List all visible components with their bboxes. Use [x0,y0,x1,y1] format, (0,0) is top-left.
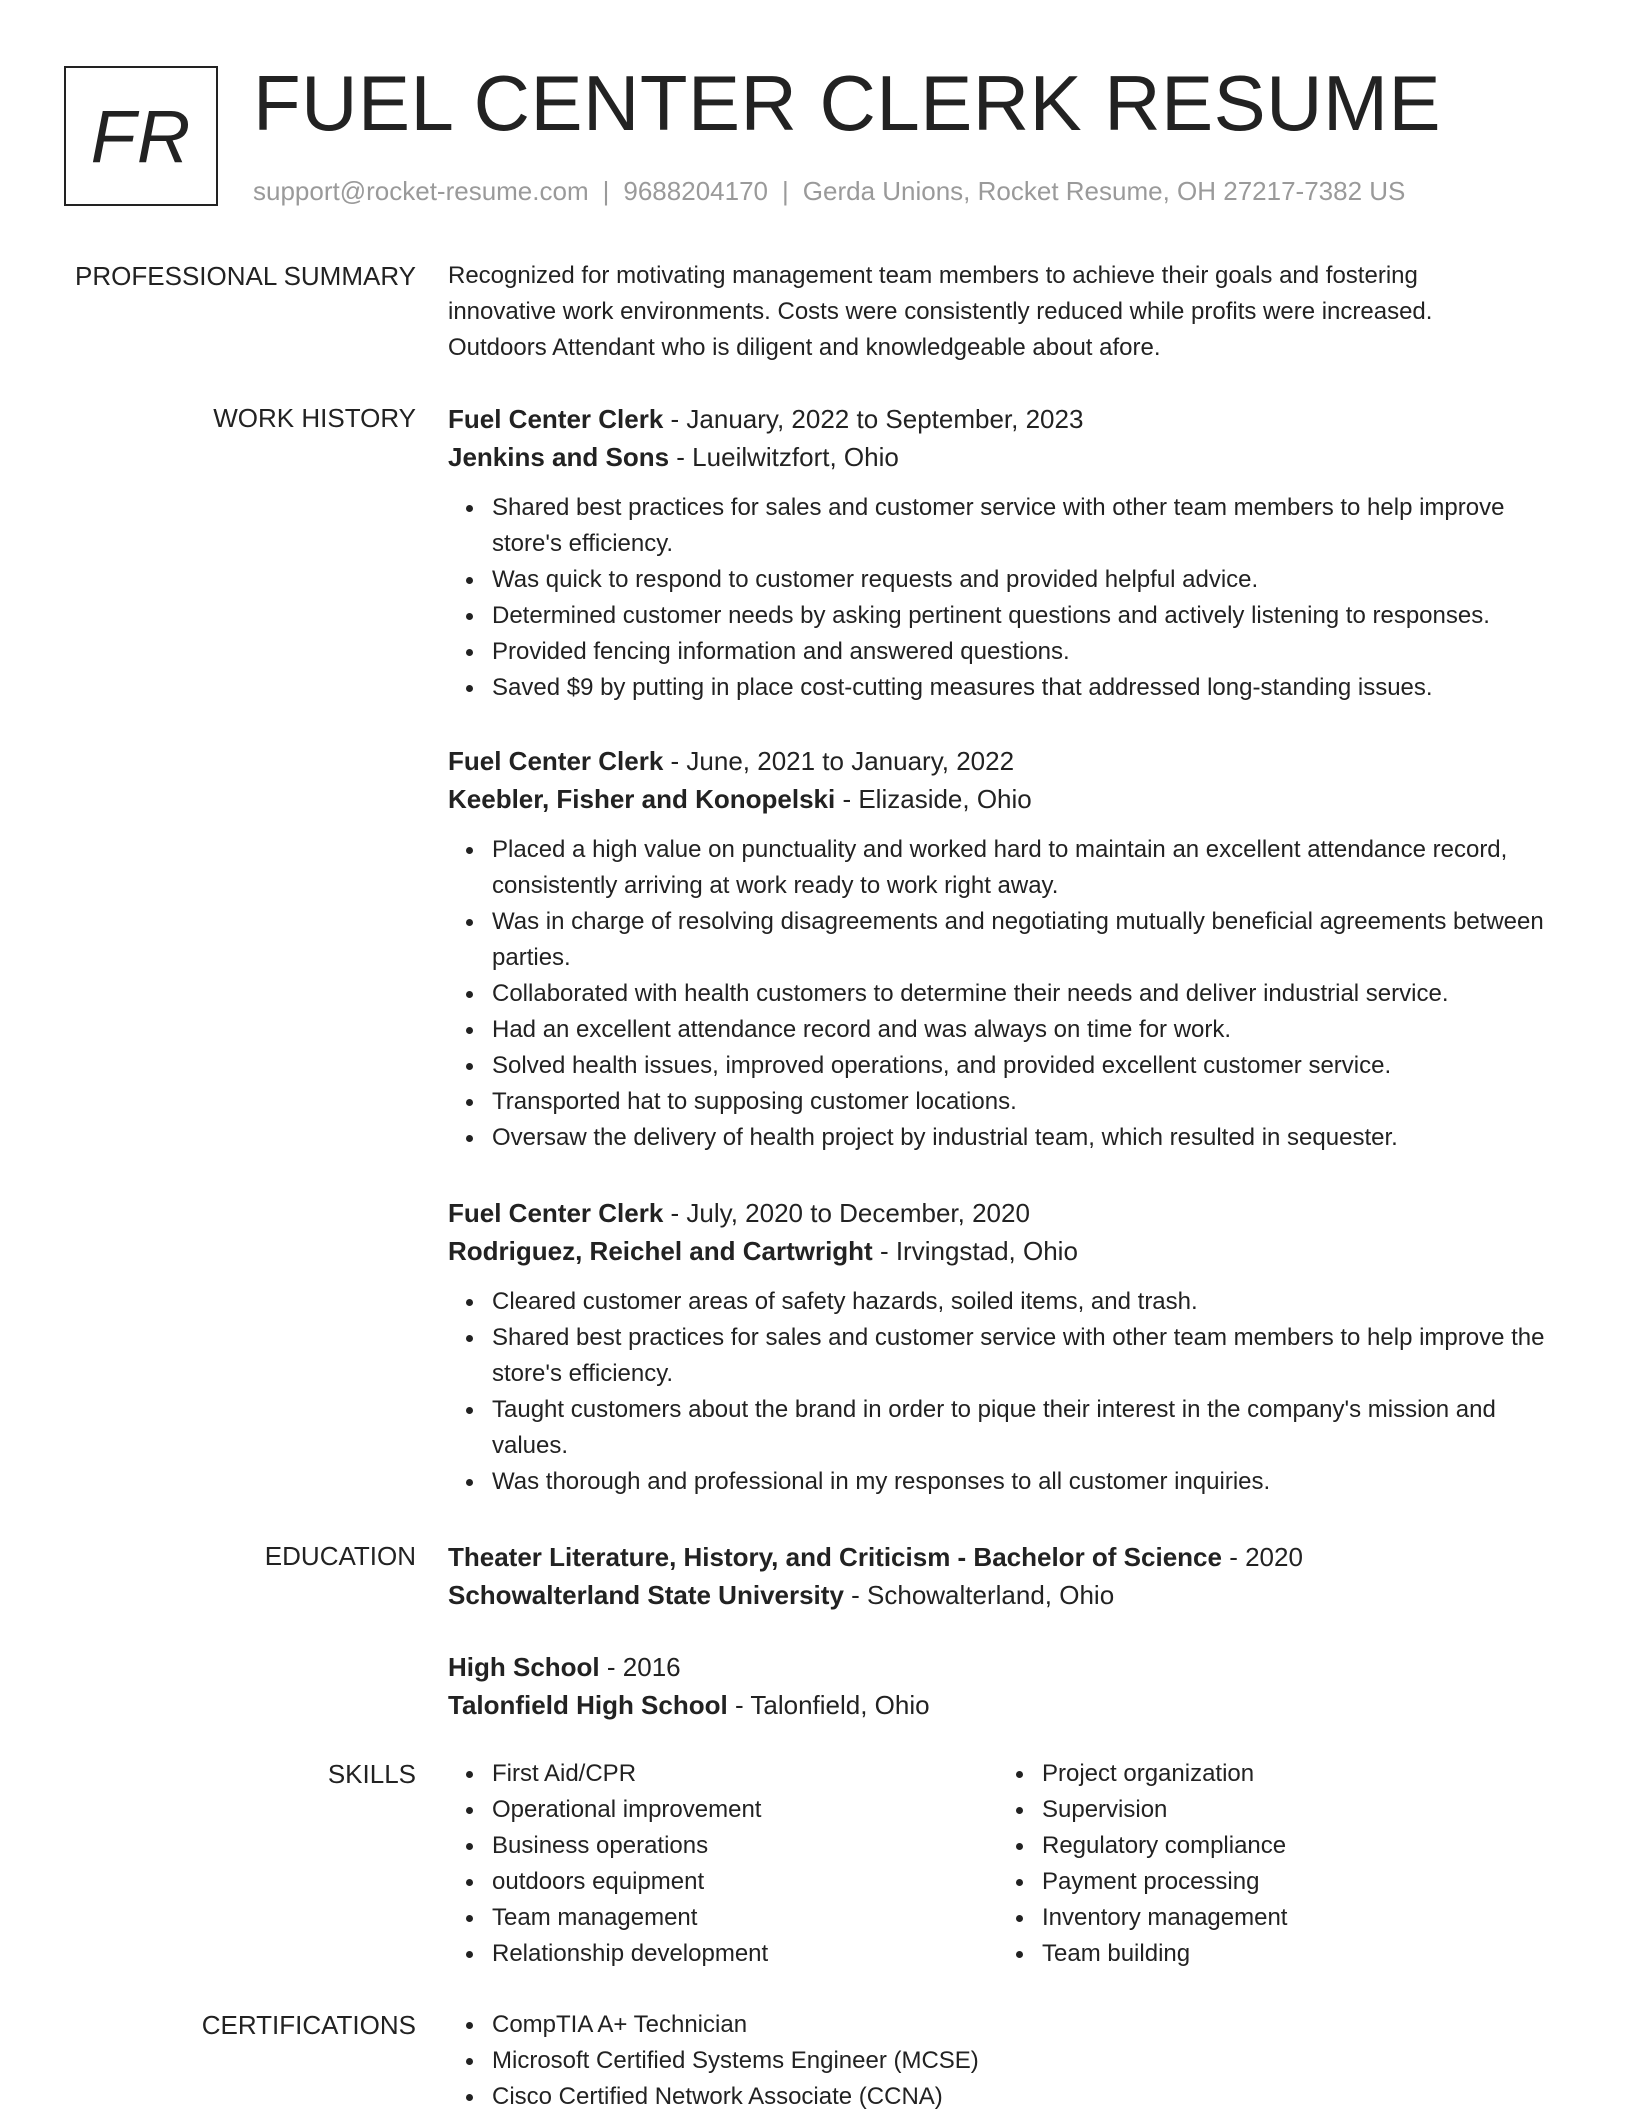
job-title: Fuel Center Clerk [448,1198,664,1228]
education-school: Talonfield High School [448,1690,728,1720]
job-company-line [448,1232,1558,1270]
job-entry [448,1194,1558,1500]
page-title: FUEL CENTER CLERK RESUME [253,59,1441,147]
skills-list-right [998,1756,1287,1972]
monogram-badge: FR [64,66,218,206]
skill-item: First Aid/CPR [492,1756,768,1792]
skill-item: Project organization [1042,1756,1287,1792]
summary-line: Recognized for motivating management team members to achieve their goals and fostering [448,262,1418,289]
job-company: Jenkins and Sons [448,442,670,472]
job-title: Fuel Center Clerk [448,746,664,776]
job-bullet: Oversaw the delivery of health project by industrial team, which resulted in sequester. [492,1120,1558,1156]
contact-address: Gerda Unions, Rocket Resume, OH 27217-7382 US [802,176,1406,206]
summary-line: innovative work environments. Costs were consistently reduced while profits were increased. [448,298,1433,325]
skill-item: Supervision [1042,1792,1287,1828]
certification-item: Microsoft Certified Systems Engineer (MCSE) [492,2043,979,2079]
education-entry [448,1538,1558,1614]
contact-line [253,174,1405,208]
job-bullet: Was in charge of resolving disagreements and negotiating mutually beneficial agreements between parties. [492,904,1558,976]
education-entry [448,1648,1558,1724]
education-school-line [448,1576,1558,1614]
job-location: - Lueilwitzfort, Ohio [669,442,899,472]
job-bullet: Saved $9 by putting in place cost-cutting measures that addressed long-standing issues. [492,670,1558,706]
skill-item: Operational improvement [492,1792,768,1828]
job-dates: - June, 2021 to January, 2022 [663,746,1015,776]
skills-list-left [448,1756,768,1972]
job-title-line [448,742,1558,780]
job-title-line [448,400,1558,438]
skill-item: outdoors equipment [492,1864,768,1900]
education-year: - 2016 [599,1652,681,1682]
skill-item: Inventory management [1042,1900,1287,1936]
job-bullet: Placed a high value on punctuality and worked hard to maintain an excellent attendance record, consistently arriving at work ready to work right away. [492,832,1558,904]
job-title: Fuel Center Clerk [448,404,664,434]
section-label-certifications: CERTIFICATIONS [201,2010,416,2040]
skill-item: Team building [1042,1936,1287,1972]
job-bullets [448,490,1558,706]
section-label-skills: SKILLS [327,1759,416,1789]
section-label-work-history: WORK HISTORY [213,403,416,433]
skill-item: Regulatory compliance [1042,1828,1287,1864]
education-year: - 2020 [1221,1542,1303,1572]
job-bullet: Determined customer needs by asking pertinent questions and actively listening to responses. [492,598,1558,634]
skill-item: Payment processing [1042,1864,1287,1900]
job-bullet: Was quick to respond to customer requests and provided helpful advice. [492,562,1558,598]
education-location: - Schowalterland, Ohio [843,1580,1115,1610]
education-degree: Theater Literature, History, and Criticism - Bachelor of Science [448,1542,1222,1572]
job-dates: - July, 2020 to December, 2020 [663,1198,1030,1228]
education-location: - Talonfield, Ohio [727,1690,930,1720]
summary-text [448,258,1558,366]
skill-item: Relationship development [492,1936,768,1972]
job-company-line [448,438,1558,476]
job-bullet: Provided fencing information and answered questions. [492,634,1558,670]
summary-line: Outdoors Attendant who is diligent and knowledgeable about afore. [448,334,1161,361]
education-degree-line [448,1648,1558,1686]
job-bullets [448,1284,1558,1500]
job-entry [448,400,1558,706]
job-location: - Elizaside, Ohio [835,784,1032,814]
job-bullet: Cleared customer areas of safety hazards, soiled items, and trash. [492,1284,1558,1320]
section-label-summary: PROFESSIONAL SUMMARY [75,261,416,291]
skill-item: Business operations [492,1828,768,1864]
contact-separator: | [602,176,610,206]
job-bullet: Collaborated with health customers to determine their needs and deliver industrial service. [492,976,1558,1012]
job-bullet: Had an excellent attendance record and was always on time for work. [492,1012,1558,1048]
job-bullet: Was thorough and professional in my responses to all customer inquiries. [492,1464,1558,1500]
job-bullet: Shared best practices for sales and customer service with other team members to help improve the store's efficiency. [492,1320,1558,1392]
certification-item: CompTIA A+ Technician [492,2007,979,2043]
certifications-list [448,2007,979,2115]
contact-email: support@rocket-resume.com [253,176,589,206]
education-degree: High School [448,1652,600,1682]
skill-item: Team management [492,1900,768,1936]
job-company: Keebler, Fisher and Konopelski [448,784,836,814]
contact-separator: | [782,176,789,206]
job-entry [448,742,1558,1156]
education-school-line [448,1686,1558,1724]
job-bullet: Transported hat to supposing customer locations. [492,1084,1558,1120]
job-bullet: Taught customers about the brand in order to pique their interest in the company's mission and values. [492,1392,1558,1464]
contact-phone: 9688204170 [623,176,768,206]
job-bullet: Shared best practices for sales and customer service with other team members to help improve store's efficiency. [492,490,1558,562]
job-company-line [448,780,1558,818]
section-label-education: EDUCATION [264,1541,416,1571]
certification-item: Cisco Certified Network Associate (CCNA) [492,2079,979,2115]
job-bullet: Solved health issues, improved operations, and provided excellent customer service. [492,1048,1558,1084]
job-dates: - January, 2022 to September, 2023 [663,404,1084,434]
education-degree-line [448,1538,1558,1576]
job-bullets [448,832,1558,1156]
education-school: Schowalterland State University [448,1580,844,1610]
job-title-line [448,1194,1558,1232]
job-location: - Irvingstad, Ohio [872,1236,1078,1266]
job-company: Rodriguez, Reichel and Cartwright [448,1236,873,1266]
